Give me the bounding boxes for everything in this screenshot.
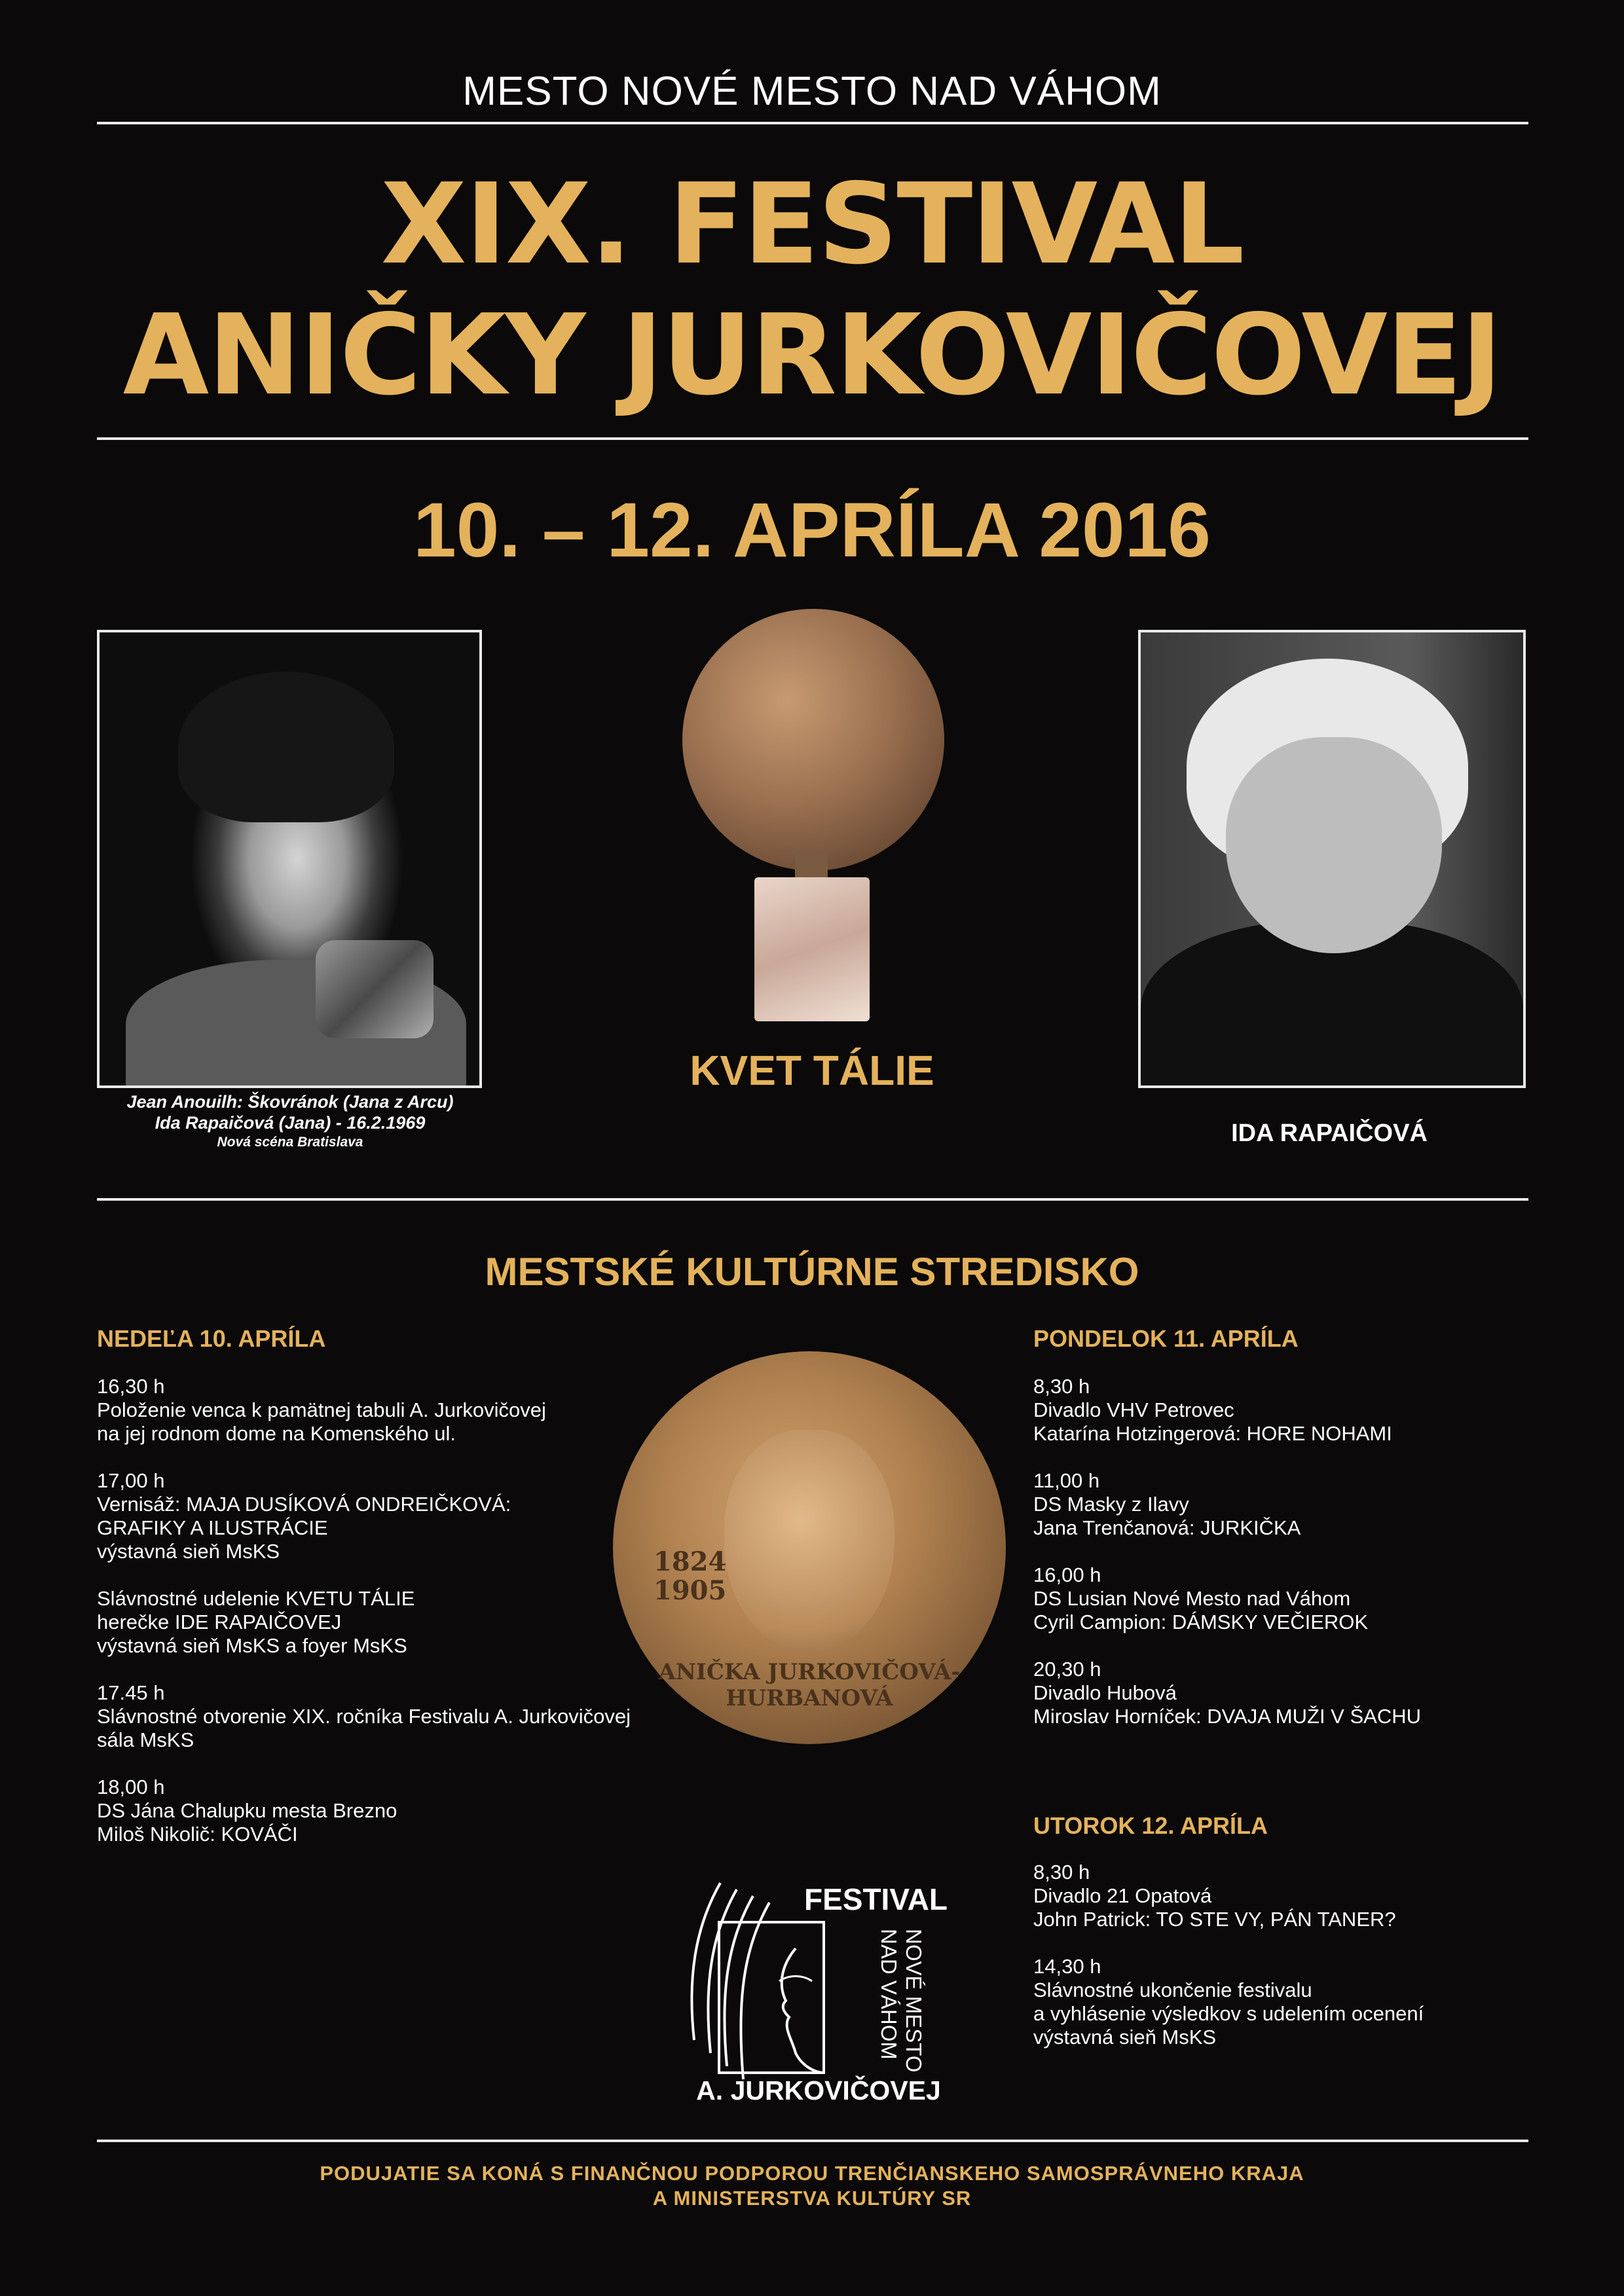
event-line: 17.45 h xyxy=(97,1681,165,1704)
divider-top xyxy=(97,122,1528,124)
event-line: DS Jána Chalupku mesta Brezno xyxy=(97,1799,397,1822)
event-line: sála MsKS xyxy=(97,1728,194,1751)
event-line: výstavná sieň MsKS a foyer MsKS xyxy=(97,1634,407,1657)
logo-text-name: A. JURKOVIČOVEJ xyxy=(696,2075,941,2105)
portrait-name-label: IDA RAPAIČOVÁ xyxy=(1231,1120,1428,1147)
medal-year-death: 1905 xyxy=(654,1575,727,1606)
event-line: 8,30 h xyxy=(1033,1861,1090,1884)
event-line: Cyril Campion: DÁMSKY VEČIEROK xyxy=(1033,1611,1369,1633)
schedule-event xyxy=(1033,1658,1421,1728)
event-list-tuesday xyxy=(1033,1861,1424,2073)
venue-heading: MESTSKÉ KULTÚRNE STREDISKO xyxy=(485,1250,1139,1294)
city-name: MESTO NOVÉ MESTO NAD VÁHOM xyxy=(462,69,1162,114)
sponsor-note-line2: A MINISTERSTVA KULTÚRY SR xyxy=(652,2187,972,2210)
event-line: výstavná sieň MsKS xyxy=(1033,2026,1217,2049)
event-line: Položenie venca k pamätnej tabuli A. Jurkovičovej xyxy=(97,1398,546,1421)
event-line: DS Masky z Ilavy xyxy=(1033,1493,1189,1516)
festival-dates: 10. – 12. APRÍLA 2016 xyxy=(413,487,1211,574)
schedule-event xyxy=(1033,1861,1424,1931)
event-line: Miroslav Horníček: DVAJA MUŽI V ŠACHU xyxy=(1033,1705,1421,1728)
logo-town-line1: NOVÉ MESTO xyxy=(902,1929,926,2073)
schedule-event xyxy=(97,1469,631,1563)
event-line: 16,00 h xyxy=(1033,1563,1101,1586)
divider-middle xyxy=(97,1198,1528,1201)
event-line: Vernisáž: MAJA DUSÍKOVÁ ONDREIČKOVÁ: xyxy=(97,1493,511,1516)
event-line: 16,30 h xyxy=(97,1375,165,1398)
actress-stage-photo xyxy=(97,630,482,1088)
schedule-event xyxy=(97,1587,631,1658)
photo-caption-play: Jean Anouilh: Škovránok (Jana z Arcu) xyxy=(126,1092,454,1112)
event-list-monday xyxy=(1033,1375,1421,1752)
event-line: herečke IDE RAPAIČOVEJ xyxy=(97,1611,342,1633)
divider-title xyxy=(97,437,1528,440)
event-list-sunday xyxy=(97,1375,631,1870)
logo-text-festival: FESTIVAL xyxy=(804,1882,948,1916)
event-line: na jej rodnom dome na Komenského ul. xyxy=(97,1422,456,1445)
trophy-marble-base xyxy=(754,877,870,1021)
event-line: DS Lusian Nové Mesto nad Váhom xyxy=(1033,1587,1351,1610)
schedule-event xyxy=(1033,1469,1421,1540)
event-line: 17,00 h xyxy=(97,1469,165,1492)
event-line: Divadlo 21 Opatová xyxy=(1033,1884,1212,1907)
medal-inscription: ANIČKA JURKOVIČOVÁ-HURBANOVÁ xyxy=(658,1659,961,1711)
schedule-event xyxy=(1033,1375,1421,1446)
medal-year-birth: 1824 xyxy=(654,1546,727,1577)
day-heading-tuesday: UTOROK 12. APRÍLA xyxy=(1033,1812,1268,1839)
sponsor-note-line1: PODUJATIE SA KONÁ S FINANČNOU PODPOROU TRENČIANSKEHO SAMOSPRÁVNEHO KRAJA xyxy=(320,2162,1304,2185)
schedule-event xyxy=(97,1776,631,1846)
event-line: Jana Trenčanová: JURKIČKA xyxy=(1033,1516,1301,1539)
event-line: Slávnostné ukončenie festivalu xyxy=(1033,1978,1312,2001)
event-line: výstavná sieň MsKS xyxy=(97,1540,280,1563)
event-line: Miloš Nikolič: KOVÁČI xyxy=(97,1823,298,1846)
schedule-event xyxy=(1033,1955,1424,2049)
event-line: John Patrick: TO STE VY, PÁN TANER? xyxy=(1033,1908,1396,1931)
event-line: Divadlo VHV Petrovec xyxy=(1033,1398,1234,1421)
photo-caption-theatre: Nová scéna Bratislava xyxy=(217,1135,363,1150)
ida-rapaicova-portrait xyxy=(1138,630,1526,1088)
day-heading-sunday: NEDEĽA 10. APRÍLA xyxy=(97,1325,326,1352)
festival-title-line1: XIX. FESTIVAL xyxy=(380,160,1244,289)
schedule-event xyxy=(1033,1563,1421,1634)
schedule-event xyxy=(97,1681,631,1752)
medal-portrait xyxy=(724,1430,895,1652)
kvet-talie-trophy-disc xyxy=(682,609,944,871)
divider-bottom xyxy=(97,2140,1528,2142)
day-heading-monday: PONDELOK 11. APRÍLA xyxy=(1033,1325,1299,1352)
event-line: 14,30 h xyxy=(1033,1955,1101,1978)
event-line: Katarína Hotzingerová: HORE NOHAMI xyxy=(1033,1422,1392,1445)
event-line: 18,00 h xyxy=(97,1776,165,1798)
event-line: 8,30 h xyxy=(1033,1375,1090,1398)
medal-years xyxy=(654,1548,726,1605)
event-line: Divadlo Hubová xyxy=(1033,1681,1177,1704)
event-line: 20,30 h xyxy=(1033,1658,1101,1681)
event-line: Slávnostné udelenie KVETU TÁLIE xyxy=(97,1587,415,1610)
festival-title-line2: ANIČKY JURKOVIČOVEJ xyxy=(122,291,1502,420)
photo-caption-actress: Ida Rapaičová (Jana) - 16.2.1969 xyxy=(155,1113,426,1133)
trophy-label: KVET TÁLIE xyxy=(690,1047,934,1094)
event-line: a vyhlásenie výsledkov s udelením ocenení xyxy=(1033,2002,1424,2025)
jurkovicova-medal xyxy=(613,1351,1006,1744)
event-line: 11,00 h xyxy=(1033,1469,1100,1492)
schedule-event xyxy=(97,1375,631,1446)
event-line: Slávnostné otvorenie XIX. ročníka Festivalu A. Jurkovičovej xyxy=(97,1705,631,1728)
event-line: GRAFIKY A ILUSTRÁCIE xyxy=(97,1516,328,1539)
logo-town-line2: NAD VÁHOM xyxy=(877,1929,901,2060)
